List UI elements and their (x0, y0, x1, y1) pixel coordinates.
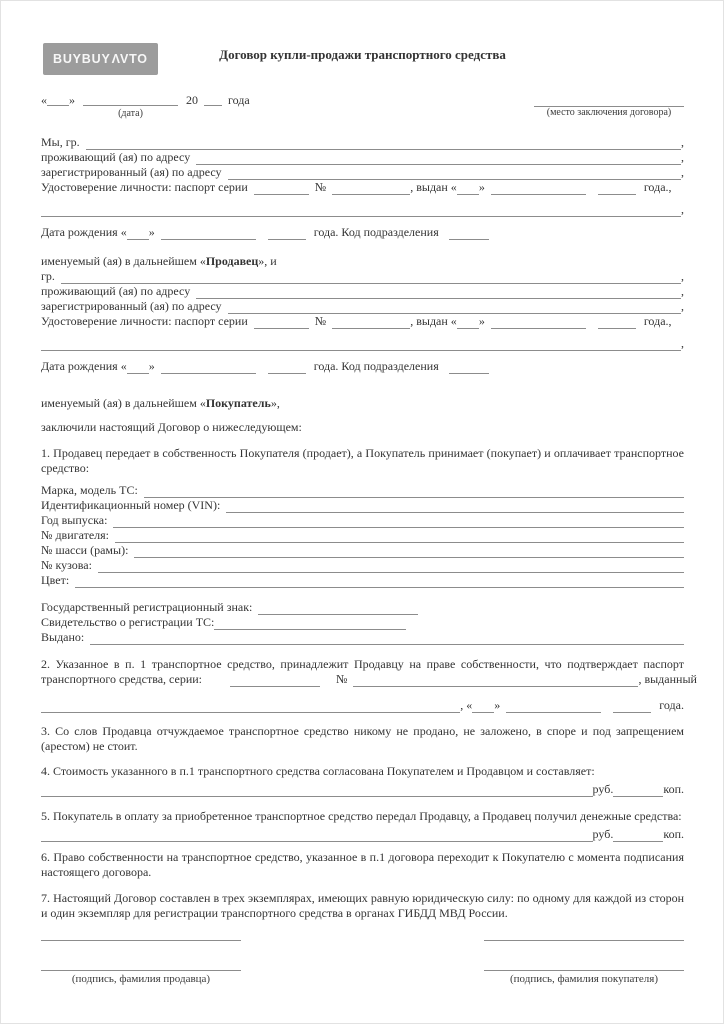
vehicle-field-label: Год выпуска: (41, 513, 108, 528)
vehicle-field-blank (115, 529, 684, 543)
buyer-passport-line (41, 314, 684, 329)
buyer-name-line (41, 269, 684, 284)
vehicle-field-row (41, 543, 684, 558)
clause-5 (41, 809, 684, 842)
document-header (41, 41, 684, 93)
issued-by-label: Выдано: (41, 630, 85, 645)
seller-reg-address-line (41, 165, 684, 180)
birth-month-blank (161, 360, 256, 374)
issue-month-blank (506, 699, 601, 713)
clause-2-line-1: 2. Указанное в п. 1 транспортное средство, принадлежит Продавцу на праве собственности, что подтверждает паспорт (41, 657, 684, 672)
passport-series-blank (254, 181, 309, 195)
quote-close: » (148, 359, 155, 373)
payment-line (41, 827, 684, 842)
trailing-comma: , (681, 269, 684, 283)
kopeck-blank (613, 783, 663, 797)
field-label: Удостоверение личности: паспорт серии (41, 180, 248, 194)
unit-code-blank (449, 360, 489, 374)
buyer-address-line (41, 284, 684, 299)
vehicle-fields (41, 483, 684, 588)
concluded-line: заключили настоящий Договор о нижеследующем: (41, 420, 302, 434)
date-place-row (41, 93, 684, 125)
quote-close: » (494, 698, 501, 713)
buyer-term: Покупатель (205, 396, 271, 410)
trailing-comma: , (681, 150, 684, 164)
trailing-comma: , (681, 284, 684, 298)
vehicle-field-label: № кузова: (41, 558, 92, 573)
passport-number-blank (332, 181, 410, 195)
rub-label: руб. (592, 826, 614, 841)
clause-1: 1. Продавец передает в собственность Покупателя (продает), а Покупатель принимает (покупает) и оплачивает транспортное средство: (41, 446, 684, 475)
issued-by-line (41, 630, 684, 645)
clause-3: 3. Со слов Продавца отчуждаемое транспортное средство никому не продано, не заложено, в споре и под запрещением (арестом) не стоит. (41, 724, 684, 753)
unit-code-label: года. Код подразделения (313, 359, 439, 373)
vehicle-field-label: Цвет: (41, 573, 70, 588)
seller-naming-line (41, 254, 684, 269)
place-caption: (место заключения договора) (546, 107, 672, 118)
birth-day-blank (127, 360, 149, 374)
trailing-comma: , (681, 135, 684, 149)
seller-passport-line (41, 180, 684, 195)
rub-label: руб. (592, 782, 614, 797)
birth-year-blank (268, 360, 306, 374)
issued-by-blank (90, 631, 684, 645)
year-prefix: 20 (186, 93, 198, 107)
field-label: Мы, гр. (41, 135, 80, 149)
passport-doc-number-blank (353, 673, 638, 687)
seller-birth-line (41, 225, 684, 240)
seller-signature-block (41, 940, 241, 985)
issue-year-blank (598, 315, 636, 329)
comma-quote: , « (460, 698, 473, 713)
document-title: Договор купли-продажи транспортного средства (219, 47, 506, 62)
price-line (41, 782, 684, 797)
date-caption: (дата) (118, 108, 143, 119)
quote-open: « (41, 93, 47, 107)
buyer-signature-line (484, 940, 684, 941)
date-line (41, 93, 250, 121)
birth-label: Дата рождения « (41, 359, 127, 373)
buyer-signature-block (484, 940, 684, 985)
clause-7: 7. Настоящий Договор составлен в трех экземплярах, имеющих равную юридическую силу: по одному для каждой из сторон и один экземпляр для регистрации транспортного средства в органах ГИБДД МВД России. (41, 891, 684, 920)
issue-year-blank (598, 181, 636, 195)
seller-signature-caption: (подпись, фамилия продавца) (71, 973, 211, 986)
birth-day-blank (127, 226, 149, 240)
passport-series-blank (254, 315, 309, 329)
kop-label: коп. (663, 826, 684, 841)
vehicle-field-blank (144, 484, 684, 498)
passport-number-blank (332, 315, 410, 329)
vehicle-field-row (41, 528, 684, 543)
logo-text-left: BUYBUY (53, 52, 111, 66)
cert-blank (214, 616, 406, 630)
seller-name-line (41, 135, 684, 150)
place-blank (534, 93, 684, 107)
birth-year-blank (268, 226, 306, 240)
seller-signature-line-2 (41, 970, 241, 971)
series-label: транспортного средства, серии: (41, 672, 202, 687)
year-word: года., (643, 180, 672, 194)
named-suffix: », и (258, 254, 277, 268)
issuer-blank (41, 699, 460, 713)
year-word: года., (643, 314, 672, 328)
field-label: Удостоверение личности: паспорт серии (41, 314, 248, 328)
vehicle-field-label: № двигателя: (41, 528, 109, 543)
series-blank (230, 673, 320, 687)
vehicle-field-blank (134, 544, 684, 558)
plate-blank (258, 601, 418, 615)
signatures-section (41, 940, 684, 985)
seller-address-line (41, 150, 684, 165)
trailing-comma: , (681, 336, 684, 350)
quote-close: » (69, 93, 75, 107)
clause-6: 6. Право собственности на транспортное средство, указанное в п.1 договора переходит к Покупателю с момента подписания настоящего договора. (41, 849, 684, 879)
amount-blank (41, 828, 593, 842)
issue-day-blank (457, 315, 479, 329)
named-suffix: », (270, 396, 280, 410)
number-sign: № (336, 672, 348, 687)
clause-2-line-3 (41, 698, 684, 713)
named-prefix: именуемый (ая) в дальнейшем « (41, 254, 206, 268)
seller-extra-line (41, 202, 684, 217)
unit-code-blank (449, 226, 489, 240)
quote-close: » (478, 314, 485, 328)
address-blank (196, 285, 681, 299)
cert-label: Свидетельство о регистрации ТС: (41, 615, 215, 630)
vehicle-field-blank (75, 574, 684, 588)
vehicle-field-row (41, 573, 684, 588)
buyer-naming-line (41, 396, 684, 411)
year-blank (204, 93, 222, 106)
plate-line (41, 600, 684, 615)
birth-month-blank (161, 226, 256, 240)
registration-section (41, 600, 684, 645)
trailing-comma: , (681, 202, 684, 216)
number-sign: № (314, 180, 327, 194)
clause-2 (41, 657, 697, 713)
unit-code-label: года. Код подразделения (313, 225, 439, 239)
plate-label: Государственный регистрационный знак: (41, 600, 253, 615)
issue-month-blank (491, 315, 586, 329)
issued-label: , выдан « (410, 180, 457, 194)
name-blank (61, 270, 681, 284)
field-label: проживающий (ая) по адресу (41, 284, 191, 298)
vehicle-field-blank (98, 559, 684, 573)
logo-a-mark-icon: Λ (111, 52, 119, 66)
issue-year-blank (613, 699, 651, 713)
month-blank (83, 93, 178, 106)
vehicle-field-blank (226, 499, 684, 513)
number-sign: № (314, 314, 327, 328)
seller-signature-line (41, 940, 241, 941)
year-word: года (228, 93, 250, 107)
reg-address-blank (228, 300, 681, 314)
vehicle-field-label: № шасси (рамы): (41, 543, 129, 558)
field-label: зарегистрированный (ая) по адресу (41, 165, 222, 179)
seller-term: Продавец (205, 254, 259, 268)
field-label: зарегистрированный (ая) по адресу (41, 299, 222, 313)
field-label: проживающий (ая) по адресу (41, 150, 191, 164)
address-blank (196, 151, 681, 165)
clause-4-text: 4. Стоимость указанного в п.1 транспортного средства согласована Покупателем и Продавцом и составляет: (41, 764, 595, 779)
vehicle-field-row (41, 558, 684, 573)
extra-blank (41, 203, 681, 217)
day-blank (47, 93, 69, 106)
buyer-reg-address-line (41, 299, 684, 314)
amount-blank (41, 783, 593, 797)
issue-day-blank (472, 699, 494, 713)
reg-address-blank (228, 166, 681, 180)
vehicle-field-row (41, 483, 684, 498)
issue-month-blank (491, 181, 586, 195)
vehicle-field-label: Идентификационный номер (VIN): (41, 498, 221, 513)
clause-4 (41, 764, 684, 797)
trailing-comma: , (681, 165, 684, 179)
registration-cert-line (41, 615, 684, 630)
clause-5-text: 5. Покупатель в оплату за приобретенное транспортное средство передал Продавцу, а Продавец получил денежные средства: (41, 809, 682, 824)
name-blank (86, 136, 681, 150)
seller-section (41, 135, 684, 240)
vehicle-field-blank (113, 514, 684, 528)
quote-close: » (148, 225, 155, 239)
clause-2-line-2 (41, 672, 697, 687)
vehicle-field-row (41, 513, 684, 528)
named-prefix: именуемый (ая) в дальнейшем « (41, 396, 206, 410)
vehicle-field-row (41, 498, 684, 513)
buybuyavto-logo (43, 43, 158, 75)
kopeck-blank (613, 828, 663, 842)
year-word: года. (659, 698, 684, 713)
birth-label: Дата рождения « (41, 225, 127, 239)
logo-text-right: VTO (119, 52, 148, 66)
quote-close: » (478, 180, 485, 194)
field-label: гр. (41, 269, 55, 283)
kop-label: коп. (663, 782, 684, 797)
buyer-birth-line (41, 359, 684, 374)
extra-blank (41, 337, 681, 351)
buyer-section (41, 269, 684, 374)
place-line (534, 93, 684, 119)
buyer-signature-caption: (подпись, фамилия покупателя) (509, 973, 658, 986)
vehicle-field-label: Марка, модель ТС: (41, 483, 138, 498)
buyer-signature-line-2 (484, 970, 684, 971)
issue-day-blank (457, 181, 479, 195)
trailing-comma: , (681, 299, 684, 313)
month-blank-group (83, 93, 178, 121)
issued-word: , выданный (638, 672, 697, 687)
buyer-extra-line (41, 336, 684, 351)
issued-label: , выдан « (410, 314, 457, 328)
